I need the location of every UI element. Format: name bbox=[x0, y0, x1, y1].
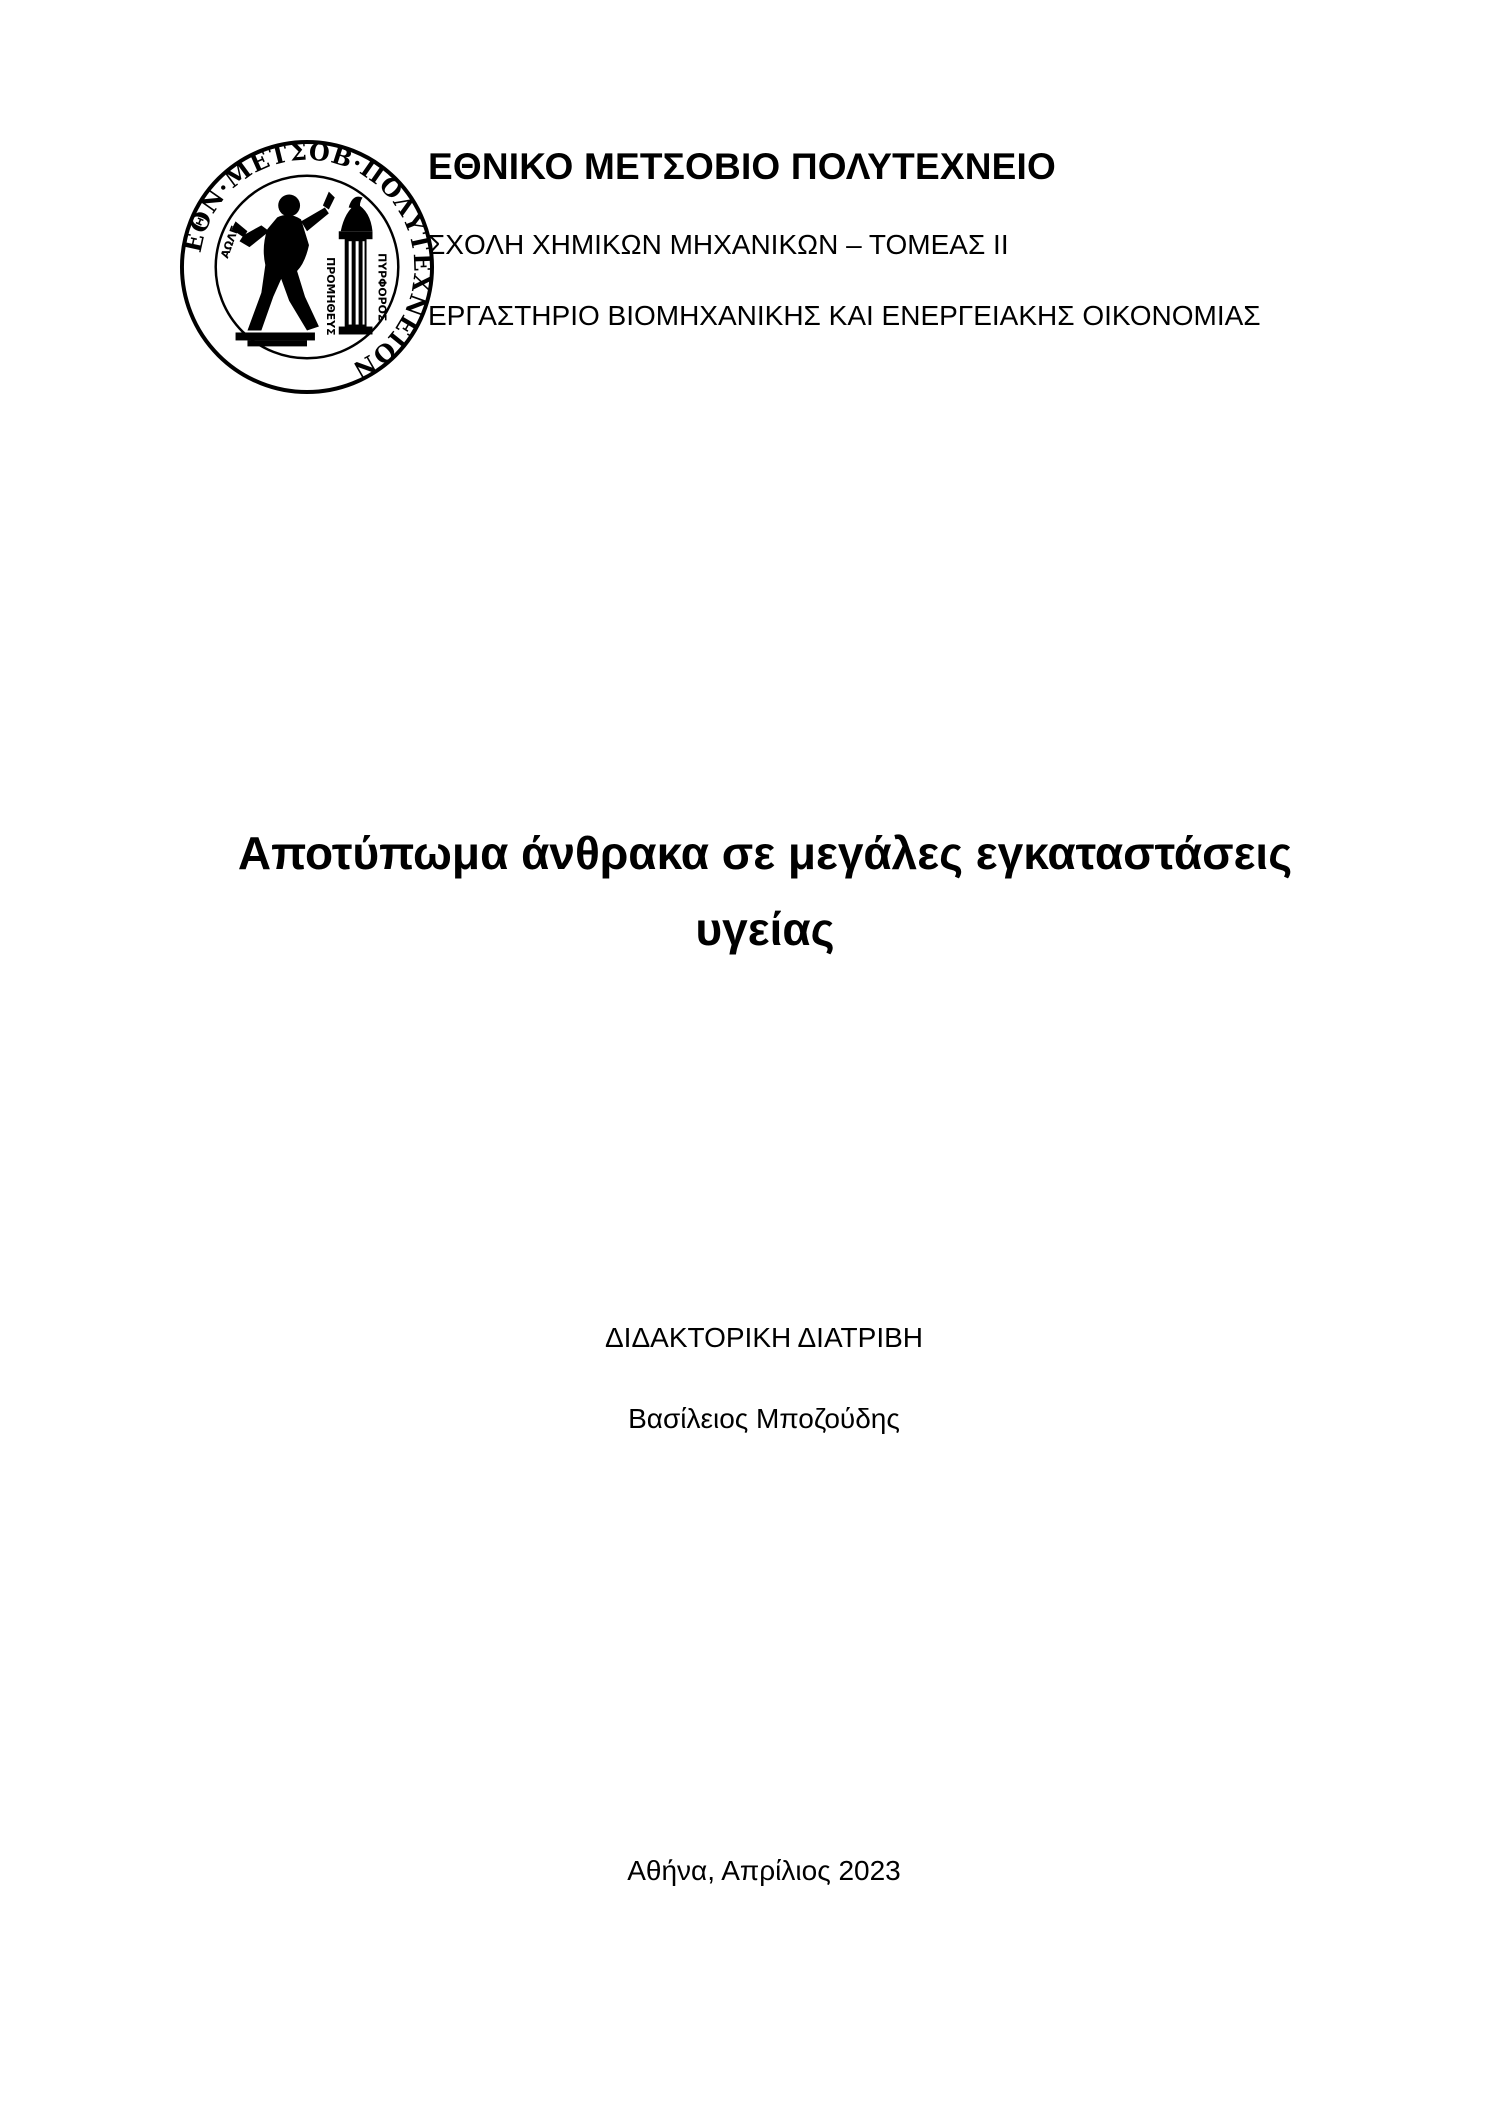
thesis-title-line-2: υγείας bbox=[695, 903, 835, 955]
laboratory-name: ΕΡΓΑΣΤΗΡΙΟ ΒΙΟΜΗΧΑΝΙΚΗΣ ΚΑΙ ΕΝΕΡΓΕΙΑΚΗΣ ΟΙΚΟΝΟΜΙΑΣ bbox=[428, 300, 1261, 331]
thesis-title-line-1: Αποτύπωμα άνθρακα σε μεγάλες εγκαταστάσεις bbox=[237, 827, 1293, 879]
svg-text:ΕΘΝ·ΜΕΤΣΟΒ·ΠΟΛΥΤΕΧΝΕΙΟΝ: ΕΘΝ·ΜΕΤΣΟΒ·ΠΟΛΥΤΕΧΝΕΙΟΝ bbox=[178, 138, 436, 385]
university-seal-icon bbox=[178, 138, 436, 396]
svg-text:ΠΡΟΜΗΘΕΥΣ: ΠΡΟΜΗΘΕΥΣ bbox=[323, 257, 337, 336]
svg-text:ΑΩΛΓ: ΑΩΛΓ bbox=[218, 224, 242, 261]
university-name: ΕΘΝΙΚΟ ΜΕΤΣΟΒΙΟ ΠΟΛΥΤΕΧΝΕΙΟ bbox=[428, 146, 1057, 187]
place-date: Αθήνα, Απρίλιος 2023 bbox=[627, 1855, 901, 1886]
author-name: Βασίλειος Μποζούδης bbox=[628, 1403, 900, 1434]
document-type: ΔΙΔΑΚΤΟΡΙΚΗ ΔΙΑΤΡΙΒΗ bbox=[604, 1322, 924, 1353]
svg-text:ΠΥΡΦΟΡΟΣ: ΠΥΡΦΟΡΟΣ bbox=[375, 253, 389, 322]
school-name: ΣΧΟΛΗ ΧΗΜΙΚΩΝ ΜΗΧΑΝΙΚΩΝ – ΤΟΜΕΑΣ ΙΙ bbox=[428, 229, 1009, 260]
thesis-title bbox=[120, 815, 1410, 967]
